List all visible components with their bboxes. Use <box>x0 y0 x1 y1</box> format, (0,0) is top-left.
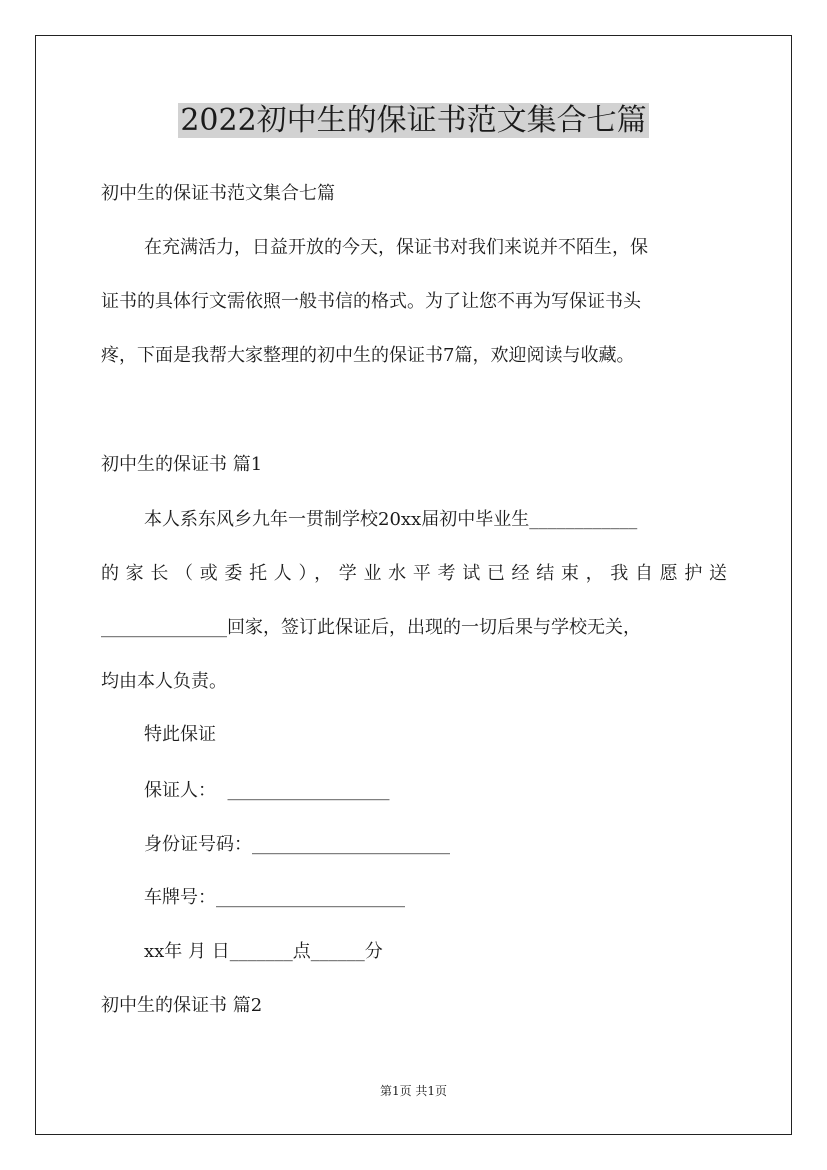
document-title <box>0 101 827 141</box>
section-1-line-2: 的家长（或委托人），学业水平考试已经结束，我自愿护送 <box>101 563 727 584</box>
closing-statement: 特此保证 <box>144 724 216 745</box>
date-time-field: xx年 月 日_______点______分 <box>144 941 383 962</box>
section-1-line-1: 本人系东风乡九年一贯制学校20xx届初中毕业生____________ <box>144 509 638 530</box>
plate-number-field: 车牌号：_____________________ <box>144 887 405 908</box>
section-1-line-3: ______________回家，签订此保证后，出现的一切后果与学校无关， <box>101 617 641 638</box>
section-2-heading: 初中生的保证书 篇2 <box>101 995 263 1016</box>
intro-line-3: 疼，下面是我帮大家整理的初中生的保证书7篇，欢迎阅读与收藏。 <box>101 345 635 366</box>
intro-line-1: 在充满活力，日益开放的今天，保证书对我们来说并不陌生，保 <box>144 237 648 258</box>
section-1-line-4: 均由本人负责。 <box>101 671 227 692</box>
id-number-field: 身份证号码：______________________ <box>144 834 450 855</box>
section-1-heading: 初中生的保证书 篇1 <box>101 454 263 475</box>
document-title-text: 2022初中生的保证书范文集合七篇 <box>180 103 647 138</box>
guarantor-field: 保证人： __________________ <box>144 780 390 801</box>
intro-line-2: 证书的具体行文需依照一般书信的格式。为了让您不再为写保证书头 <box>101 291 641 312</box>
page-footer: 第1页 共1页 <box>379 1084 448 1098</box>
subtitle: 初中生的保证书范文集合七篇 <box>101 183 335 204</box>
